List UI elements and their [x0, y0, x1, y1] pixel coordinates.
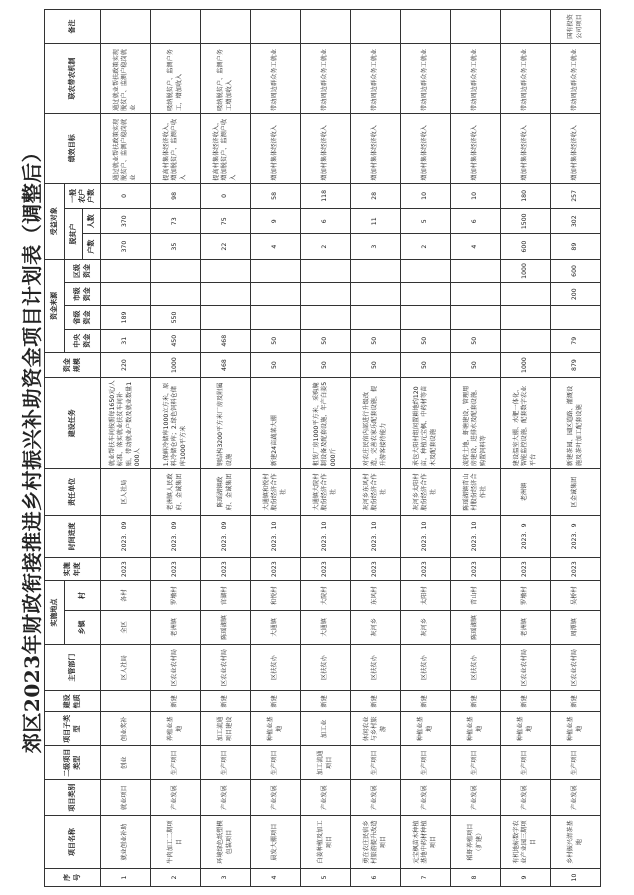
cell-sub: 加工流通项目建设	[201, 712, 251, 746]
header-category: 项目类别	[45, 780, 101, 816]
cell-year: 2023	[101, 558, 151, 581]
cell-unit: 灰河乡东风村股份经济合作社	[351, 469, 401, 516]
cell-year: 2023	[401, 558, 451, 581]
header-sub: 项目子类型	[45, 712, 101, 746]
cell-build-nature	[101, 691, 151, 712]
cell-task: 就业帮扶车间按照每1650元/人标准，落实就业扶贫车间补贴，带动就业户数及就业数量1000人	[101, 378, 151, 469]
cell-district	[151, 259, 201, 282]
cell-village: 官湖村	[201, 581, 251, 611]
cell-village: 吴桥村	[551, 581, 601, 611]
cell-task: 承包大阳村组闲置耕地约120亩，种植元宝枫、中药材等苗木及配套设施	[401, 378, 451, 469]
cell-central: 450	[151, 329, 201, 352]
cell-year: 2023	[251, 558, 301, 581]
cell-people: 75	[201, 209, 251, 234]
cell-central: 50	[401, 329, 451, 352]
cell-dept: 区农业农村局	[501, 644, 551, 691]
cell-progress: 2023．10	[401, 515, 451, 557]
cell-level2: 创业	[101, 746, 151, 780]
cell-district	[401, 259, 451, 282]
cell-sub: 加工业	[301, 712, 351, 746]
cell-village: 和悦村	[251, 581, 301, 611]
table-row	[201, 10, 251, 887]
cell-mechanism: 吸纳脱贫户、监测户务工增加收入	[201, 44, 251, 114]
cell-dept: 区农业农村局	[201, 644, 251, 691]
cell-seq: 5	[301, 869, 351, 887]
header-year: 实施年度	[45, 558, 101, 581]
cell-general: 28	[351, 183, 401, 208]
cell-dept: 区扶贫办	[251, 644, 301, 691]
cell-sub: 种植业基地	[251, 712, 301, 746]
cell-progress: 2023．9	[551, 515, 601, 557]
cell-village: 青山村	[451, 581, 501, 611]
cell-province	[551, 306, 601, 329]
header-funds: 资金来源	[45, 259, 65, 352]
cell-people: 73	[151, 209, 201, 234]
cell-category: 产业发展	[401, 780, 451, 816]
cell-seq: 1	[101, 869, 151, 887]
cell-seq: 10	[551, 869, 601, 887]
header-progress: 时间进度	[45, 515, 101, 557]
cell-scale: 220	[101, 352, 151, 377]
cell-district: 600	[551, 259, 601, 282]
table-row	[401, 10, 451, 887]
cell-name: 牛肉加工二期项目	[151, 816, 201, 869]
cell-province	[501, 306, 551, 329]
cell-district	[351, 259, 401, 282]
cell-build-nature: 新建	[451, 691, 501, 712]
cell-level2: 生产项目	[401, 746, 451, 780]
cell-progress: 2023．10	[301, 515, 351, 557]
cell-seq: 3	[201, 869, 251, 887]
cell-sub: 养殖业基地	[151, 712, 201, 746]
cell-general: 0	[101, 183, 151, 208]
cell-task: 新建茶园、园区道路、灌溉设施及茶叶加工配套设施	[551, 378, 601, 469]
cell-general: 118	[301, 183, 351, 208]
cell-province	[301, 306, 351, 329]
header-general: 一般农户户数	[65, 183, 101, 208]
cell-households: 2	[401, 234, 451, 259]
cell-town: 老洲镇	[151, 610, 201, 644]
cell-households: 370	[101, 234, 151, 259]
cell-seq: 2	[151, 869, 201, 887]
cell-people: 6	[301, 209, 351, 234]
cell-category: 产业发展	[551, 780, 601, 816]
cell-dept: 区扶贫办	[401, 644, 451, 691]
cell-level2: 生产项目	[351, 746, 401, 780]
cell-city	[351, 283, 401, 306]
cell-central: 31	[101, 329, 151, 352]
cell-category: 产业发展	[251, 780, 301, 816]
cell-mechanism: 带动周边群众务工就业	[551, 44, 601, 114]
cell-year: 2023	[351, 558, 401, 581]
cell-name: 环境绿色纸塑模包装项目	[201, 816, 251, 869]
cell-town: 大通镇	[301, 610, 351, 644]
page-title: 郊区2023年财政衔接推进乡村振兴补助资金项目计划表（调整后）	[20, 141, 44, 754]
cell-district	[201, 259, 251, 282]
cell-mechanism: 吸纳脱贫户、监测户务工，增加收入	[151, 44, 201, 114]
cell-unit: 区人社局	[101, 469, 151, 516]
cell-year: 2023	[201, 558, 251, 581]
header-households: 户数	[83, 234, 101, 259]
cell-city	[401, 283, 451, 306]
cell-sub: 种植业基地	[451, 712, 501, 746]
cell-village: 罗墩村	[501, 581, 551, 611]
table-row	[251, 10, 301, 887]
cell-dept: 区农业农村局	[151, 644, 201, 691]
cell-general: 10	[451, 183, 501, 208]
cell-seq: 4	[251, 869, 301, 887]
cell-district: 1000	[501, 259, 551, 282]
cell-remark	[251, 10, 301, 44]
table-row	[501, 10, 551, 887]
table-row	[101, 10, 151, 887]
cell-build-nature: 新建	[151, 691, 201, 712]
cell-task: 新建24亩蔬菜大棚	[251, 378, 301, 469]
cell-category: 产业发展	[351, 780, 401, 816]
cell-name: 乡村振兴清茶基地	[551, 816, 601, 869]
header-town: 乡镇	[65, 610, 101, 644]
cell-task: 租赁厂房1000平方米，采购腌制设备及配套设施，年产白姜5000斤	[301, 378, 351, 469]
cell-central: 79	[551, 329, 601, 352]
cell-households: 89	[551, 234, 601, 259]
cell-year: 2023	[151, 558, 201, 581]
cell-task: 建设温室大棚、水肥一体化、智能监控设施，配套数字农业平台	[501, 378, 551, 469]
cell-general: 0	[201, 183, 251, 208]
cell-unit: 陈瑶湖镇政府、金诚集团	[201, 469, 251, 516]
cell-name: 元宝枫苗木种植基地中药材种植项目	[401, 816, 451, 869]
cell-level2: 生产项目	[251, 746, 301, 780]
cell-unit: 区金诚集团	[551, 469, 601, 516]
cell-progress: 2023．10	[451, 515, 501, 557]
cell-goal: 增加村集体经济收入	[301, 113, 351, 183]
cell-level2: 生产项目	[451, 746, 501, 780]
cell-village: 太阳村	[401, 581, 451, 611]
cell-province	[351, 306, 401, 329]
header-unit: 责任单位	[45, 469, 101, 516]
cell-district	[101, 259, 151, 282]
cell-remark	[201, 10, 251, 44]
cell-unit: 大通镇大院村股份经济合作社	[301, 469, 351, 516]
cell-households: 22	[201, 234, 251, 259]
cell-task: 对农庄民宿内部进行升级改造，完善农家乐配套设施，提升游客接待能力	[351, 378, 401, 469]
cell-people: 302	[551, 209, 601, 234]
header-poor: 脱贫户	[65, 209, 83, 260]
header-goal: 绩效目标	[45, 113, 101, 183]
cell-category: 产业发展	[301, 780, 351, 816]
cell-central: 50	[451, 329, 501, 352]
cell-scale: 1000	[501, 352, 551, 377]
cell-people: 11	[351, 209, 401, 234]
header-central: 中央资金	[65, 329, 101, 352]
cell-city	[301, 283, 351, 306]
cell-remark	[401, 10, 451, 44]
cell-mechanism: 带动周边群众务工就业	[401, 44, 451, 114]
header-mechanism: 联农带农机制	[45, 44, 101, 114]
cell-goal: 增加村集体经济收入	[551, 113, 601, 183]
cell-name: 晨发大棚项目	[251, 816, 301, 869]
cell-households: 4	[251, 234, 301, 259]
cell-progress: 2023．09	[101, 515, 151, 557]
cell-district	[251, 259, 301, 282]
cell-name: 白姜种植及加工项目	[301, 816, 351, 869]
cell-people: 370	[101, 209, 151, 234]
cell-build-nature: 新建	[501, 691, 551, 712]
header-district: 区级资金	[65, 259, 101, 282]
cell-year: 2023	[301, 558, 351, 581]
cell-mechanism: 带动周边群众务工就业	[301, 44, 351, 114]
cell-village: 各村	[101, 581, 151, 611]
cell-city	[451, 283, 501, 306]
cell-households: 4	[451, 234, 501, 259]
cell-task: 流转土地，虾塘建设，管理用房建设，进排水及配套设施，购置饲料等	[451, 378, 501, 469]
cell-village: 罗墩村	[151, 581, 201, 611]
cell-dept: 区扶贫办	[451, 644, 501, 691]
cell-remark	[501, 10, 551, 44]
table-row	[351, 10, 401, 887]
cell-scale: 50	[451, 352, 501, 377]
cell-seq: 7	[401, 869, 451, 887]
cell-build-nature: 新建	[401, 691, 451, 712]
cell-town: 大通镇	[251, 610, 301, 644]
cell-people: 6	[451, 209, 501, 234]
header-build-nature: 建设性质	[45, 691, 101, 712]
cell-general: 180	[501, 183, 551, 208]
cell-sub: 休闲农业与乡村旅游	[351, 712, 401, 746]
header-city: 市级资金	[65, 283, 101, 306]
cell-goal: 通过就业帮扶政策实现脱贫户、监测户稳岗就业	[101, 113, 151, 183]
cell-year: 2023	[551, 558, 601, 581]
header-dept: 主管部门	[45, 644, 101, 691]
cell-village: 东风村	[351, 581, 401, 611]
cell-sub: 创业奖补	[101, 712, 151, 746]
cell-progress: 2023．09	[151, 515, 201, 557]
cell-town: 周潭镇	[551, 610, 601, 644]
cell-scale: 879	[551, 352, 601, 377]
cell-category: 就业项目	[101, 780, 151, 816]
cell-seq: 6	[351, 869, 401, 887]
cell-city: 200	[551, 283, 601, 306]
cell-goal: 增加村集体经济收入	[451, 113, 501, 183]
cell-town: 老洲镇	[501, 610, 551, 644]
header-name: 项目名称	[45, 816, 101, 869]
cell-name: 稻虾养殖项目（扩建）	[451, 816, 501, 869]
cell-people: 1500	[501, 209, 551, 234]
cell-city	[501, 283, 551, 306]
cell-build-nature: 新建	[301, 691, 351, 712]
cell-central: 50	[301, 329, 351, 352]
cell-level2: 生产项目	[201, 746, 251, 780]
cell-district	[301, 259, 351, 282]
cell-unit: 大通镇和悦村股份经济合作社	[251, 469, 301, 516]
cell-central: 50	[351, 329, 401, 352]
project-table	[44, 9, 601, 887]
cell-scale: 50	[301, 352, 351, 377]
cell-remark	[151, 10, 201, 44]
cell-unit: 老洲镇	[501, 469, 551, 516]
cell-goal: 提高村集体经济收入，增加脱贫户、监测户收入	[151, 113, 201, 183]
cell-mechanism: 带动周边群众务工就业	[251, 44, 301, 114]
cell-name: 有机地标数字农业产业园三期项目	[501, 816, 551, 869]
header-people: 人数	[83, 209, 101, 234]
cell-scale: 50	[401, 352, 451, 377]
cell-scale: 50	[351, 352, 401, 377]
cell-seq: 9	[501, 869, 551, 887]
cell-central	[501, 329, 551, 352]
cell-province: 189	[101, 306, 151, 329]
header-remark: 备注	[45, 10, 101, 44]
cell-mechanism: 通过就业帮扶政策实现脱贫户、监测户稳岗就业	[101, 44, 151, 114]
cell-dept: 区扶贫办	[351, 644, 401, 691]
cell-city	[151, 283, 201, 306]
cell-households: 2	[301, 234, 351, 259]
table-row	[301, 10, 351, 887]
cell-remark	[101, 10, 151, 44]
header-scale: 资金规模	[45, 352, 101, 377]
header-beneficiary: 受益对象	[45, 183, 65, 259]
cell-goal: 增加村集体经济收入	[351, 113, 401, 183]
cell-progress: 2023．9	[501, 515, 551, 557]
cell-province	[401, 306, 451, 329]
cell-category: 产业发展	[501, 780, 551, 816]
cell-dept: 区人社局	[101, 644, 151, 691]
cell-unit: 陈瑶湖镇青山村股份经济合作社	[451, 469, 501, 516]
cell-city	[201, 283, 251, 306]
cell-sub: 种植业基地	[501, 712, 551, 746]
cell-mechanism: 带动周边群众务工就业	[451, 44, 501, 114]
cell-level2: 生产项目	[151, 746, 201, 780]
cell-town: 灰河乡	[351, 610, 401, 644]
cell-dept: 区农业农村局	[551, 644, 601, 691]
cell-level2: 生产项目	[551, 746, 601, 780]
cell-build-nature: 新建	[251, 691, 301, 712]
cell-province	[251, 306, 301, 329]
cell-progress: 2023．09	[201, 515, 251, 557]
cell-name: 勇在农庄民宿乡村旅游提升改造项目	[351, 816, 401, 869]
cell-city	[251, 283, 301, 306]
cell-district	[451, 259, 501, 282]
table-row	[151, 10, 201, 887]
cell-year: 2023	[501, 558, 551, 581]
cell-town: 灰河乡	[401, 610, 451, 644]
cell-town: 陈瑶湖镇	[451, 610, 501, 644]
cell-build-nature: 新建	[201, 691, 251, 712]
header-village: 村	[65, 581, 101, 611]
cell-goal: 增加村集体经济收入	[251, 113, 301, 183]
cell-households: 35	[151, 234, 201, 259]
cell-goal: 提高村集体经济收入，增加脱贫户、监测户收入	[201, 113, 251, 183]
header-province: 省级资金	[65, 306, 101, 329]
cell-build-nature: 新建	[551, 691, 601, 712]
cell-goal: 增加村集体经济收入	[501, 113, 551, 183]
cell-task: 1.保鲜冷储库1000立方米，原料冷储仓库；2.绿色饲料仓储库1000平方米	[151, 378, 201, 469]
cell-year: 2023	[451, 558, 501, 581]
cell-general: 58	[251, 183, 301, 208]
cell-city	[101, 283, 151, 306]
cell-progress: 2023．10	[251, 515, 301, 557]
cell-task: 钢结构3200平方米厂房及附属设施	[201, 378, 251, 469]
cell-general: 98	[151, 183, 201, 208]
cell-category: 产业发展	[151, 780, 201, 816]
header-location: 实施地点	[45, 581, 65, 644]
cell-dept: 区扶贫办	[301, 644, 351, 691]
cell-people: 5	[401, 209, 451, 234]
cell-general: 257	[551, 183, 601, 208]
cell-seq: 8	[451, 869, 501, 887]
cell-unit: 灰河乡太阳村股份经济合作社	[401, 469, 451, 516]
cell-households: 600	[501, 234, 551, 259]
cell-scale: 468	[201, 352, 251, 377]
cell-province	[451, 306, 501, 329]
cell-scale: 1000	[151, 352, 201, 377]
cell-town: 陈瑶湖镇	[201, 610, 251, 644]
cell-remark	[451, 10, 501, 44]
cell-build-nature: 新建	[351, 691, 401, 712]
cell-goal: 增加村集体经济收入	[401, 113, 451, 183]
table-row	[451, 10, 501, 887]
cell-province: 550	[151, 306, 201, 329]
table-row	[551, 10, 601, 887]
cell-unit: 老洲镇人民政府、金诚集团	[151, 469, 201, 516]
cell-general: 10	[401, 183, 451, 208]
cell-level2: 生产项目	[501, 746, 551, 780]
header-seq: 序号	[45, 869, 101, 887]
cell-people: 9	[251, 209, 301, 234]
cell-category: 产业发展	[451, 780, 501, 816]
cell-sub: 种植业基地	[551, 712, 601, 746]
cell-progress: 2023．10	[351, 515, 401, 557]
cell-sub: 种植业基地	[401, 712, 451, 746]
cell-central: 468	[201, 329, 251, 352]
cell-level2: 加工流通项目	[301, 746, 351, 780]
header-task: 建设任务	[45, 378, 101, 469]
cell-scale: 50	[251, 352, 301, 377]
cell-remark	[351, 10, 401, 44]
cell-mechanism: 带动周边群众务工就业	[501, 44, 551, 114]
cell-category: 产业发展	[201, 780, 251, 816]
cell-households: 3	[351, 234, 401, 259]
cell-village: 大院村	[301, 581, 351, 611]
header-level2: 二级项目类型	[45, 746, 101, 780]
cell-central: 50	[251, 329, 301, 352]
cell-town: 全区	[101, 610, 151, 644]
cell-remark	[301, 10, 351, 44]
cell-mechanism: 带动周边群众务工就业	[351, 44, 401, 114]
cell-name: 就业创业补助	[101, 816, 151, 869]
cell-province	[201, 306, 251, 329]
cell-remark: 国有投资公司项目	[551, 10, 601, 44]
